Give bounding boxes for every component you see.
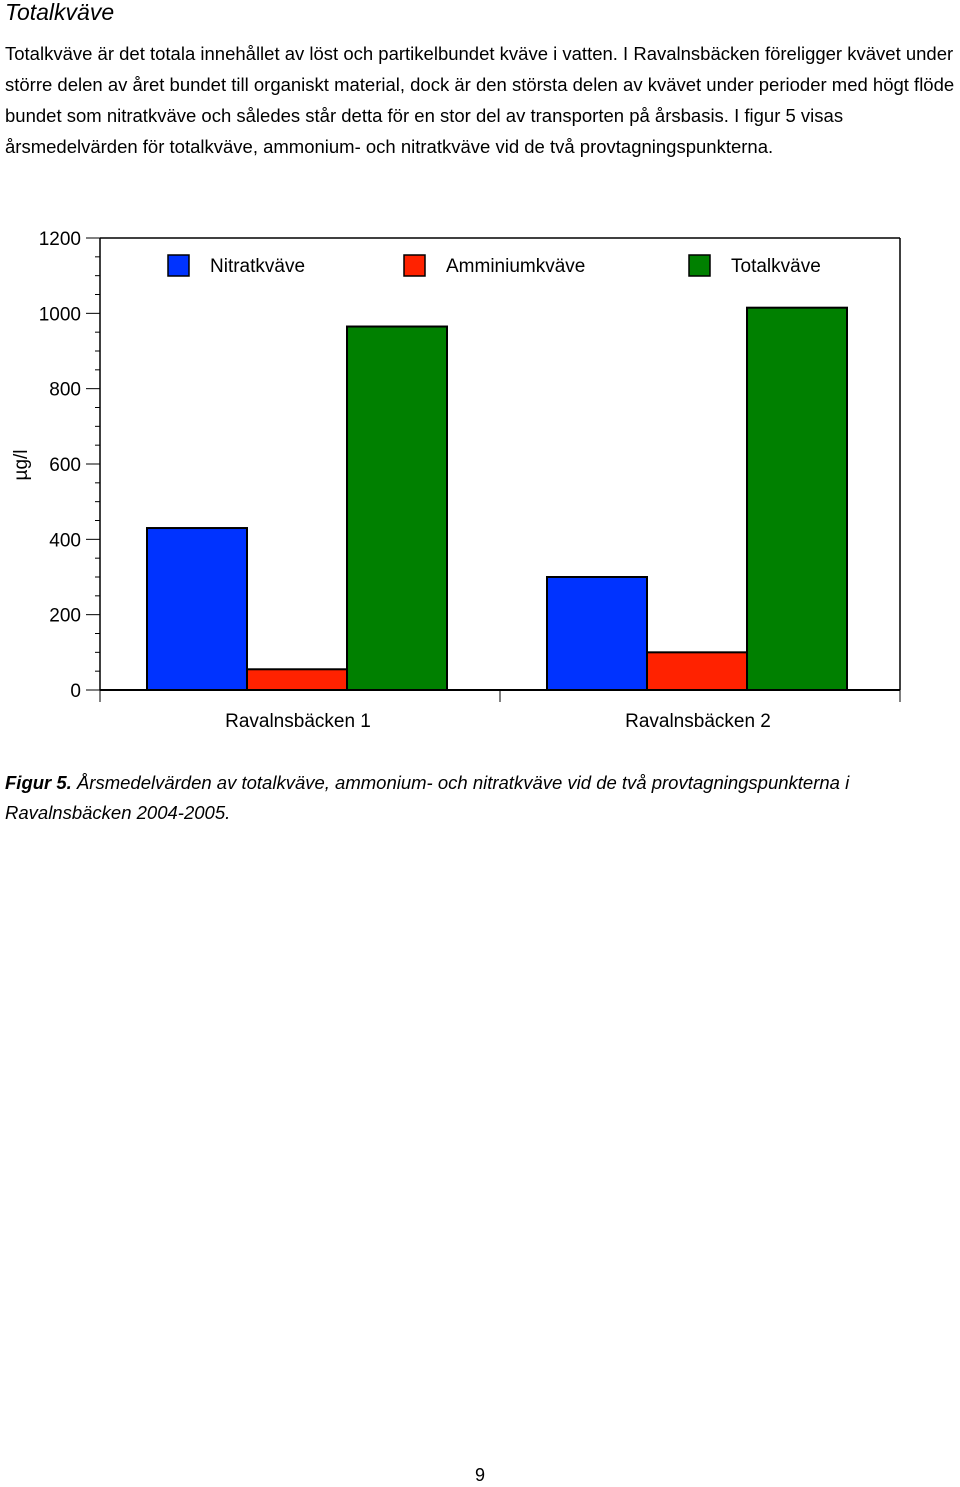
legend-label: Nitratkväve <box>210 256 306 277</box>
legend-swatch-totalkväve <box>689 255 710 276</box>
x-tick-label: Ravalnsbäcken 2 <box>625 711 771 732</box>
figure-caption <box>5 768 957 828</box>
page-number: 9 <box>474 1465 485 1485</box>
intro-paragraph: Totalkväve är det totala innehållet av löst och partikelbundet kväve i vatten. I Ravalnsbäcken föreligger kvävet under större delen av året bundet till organiskt material, dock är den största delen av kvävet under perioder med högt flöde bundet som nitratkväve och således står detta för en stor del av transporten på årsbasis. I figur 5 visas årsmedelvärden för totalkväve, ammonium- och nitratkväve vid de två provtagningspunkterna. <box>5 43 955 157</box>
figure-caption-text: Årsmedelvärden av totalkväve, ammonium- och nitratkväve vid de två provtagningspunkterna i Ravalnsbäcken 2004-2005. <box>5 772 850 823</box>
y-tick-label: 800 <box>49 379 81 401</box>
y-axis-label: µg/l <box>11 449 32 481</box>
figure-label: Figur 5. <box>5 772 72 793</box>
bar-nitratkväve-2 <box>547 577 647 690</box>
x-tick-label: Ravalnsbäcken 1 <box>225 711 371 732</box>
y-tick-label: 1000 <box>38 304 81 326</box>
y-tick-label: 400 <box>49 530 81 552</box>
bar-amminiumkväve-1 <box>247 669 347 690</box>
section-heading: Totalkväve <box>5 0 115 25</box>
bar-amminiumkväve-2 <box>647 652 747 690</box>
y-tick-label: 1200 <box>38 229 81 250</box>
legend-swatch-amminiumkväve <box>404 255 425 276</box>
y-tick-label: 600 <box>49 455 81 476</box>
bar-nitratkväve-1 <box>147 528 247 690</box>
y-tick-label: 200 <box>49 605 81 627</box>
bar-totalkväve-2 <box>747 308 847 690</box>
legend-swatch-nitratkväve <box>168 255 189 276</box>
legend-label: Totalkväve <box>731 256 821 277</box>
bar-totalkväve-1 <box>347 327 447 690</box>
y-tick-label: 0 <box>70 681 81 702</box>
legend-label: Amminiumkväve <box>446 256 586 277</box>
